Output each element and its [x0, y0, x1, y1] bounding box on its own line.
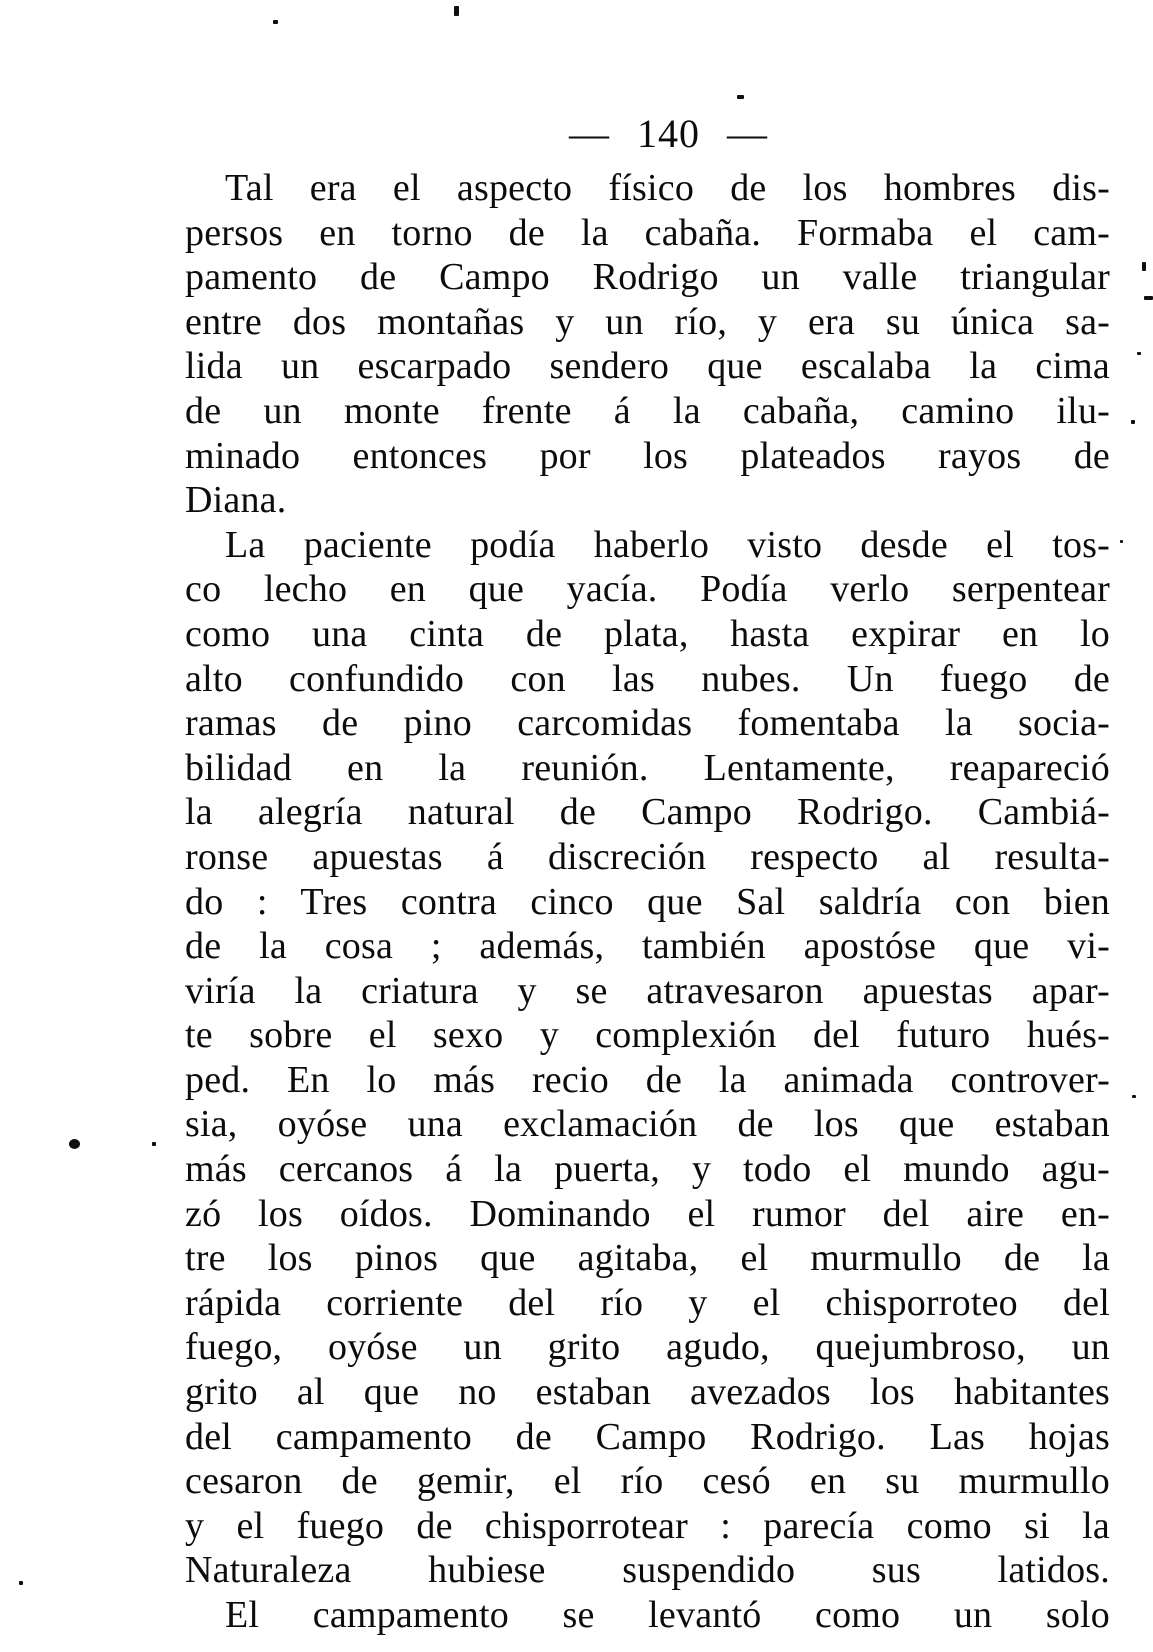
text-line: de la cosa ; además, también apostóse que vi- — [185, 925, 1110, 968]
text-line: bilidad en la reunión. Lentamente, reapareció — [185, 746, 1110, 789]
text-line: do : Tres contra cinco que Sal saldría con bien — [185, 880, 1110, 923]
text-line: te sobre el sexo y complexión del futuro hués- — [185, 1014, 1110, 1057]
text-line: El campamento se levantó como un solo — [225, 1594, 1110, 1636]
text-line: Naturaleza hubiese suspendido sus latidos. — [185, 1549, 1110, 1592]
text-line: Tal era el aspecto físico de los hombres dis- — [225, 167, 1110, 209]
text-line: de un monte frente á la cabaña, camino ilu- — [185, 389, 1110, 432]
text-line: como una cinta de plata, hasta expirar en lo — [185, 612, 1110, 655]
text-line: ped. En lo más recio de la animada controver- — [185, 1058, 1110, 1101]
text-line: rápida corriente del río y el chisporroteo del — [185, 1281, 1110, 1324]
ink-speck — [1132, 1095, 1136, 1098]
ink-speck — [273, 20, 278, 24]
text-line: minado entonces por los plateados rayos de — [185, 434, 1110, 477]
text-line: tre los pinos que agitaba, el murmullo de la — [185, 1237, 1110, 1280]
text-line: más cercanos á la puerta, y todo el mundo agu- — [185, 1148, 1110, 1191]
text-line: La paciente podía haberlo visto desde el tos- — [225, 523, 1110, 566]
text-line: y el fuego de chisporrotear : parecía como si la — [185, 1504, 1110, 1547]
ink-speck — [152, 1142, 156, 1146]
text-line: la alegría natural de Campo Rodrigo. Cambiá- — [185, 791, 1110, 834]
text-line: pamento de Campo Rodrigo un valle triangular — [185, 256, 1110, 299]
page-number-header: — 140 — — [569, 111, 768, 156]
ink-speck — [1144, 296, 1153, 300]
ink-speck — [737, 95, 744, 99]
body-text — [185, 166, 1110, 1638]
text-line: co lecho en que yacía. Podía verlo serpentear — [185, 568, 1110, 611]
ink-speck — [69, 1139, 80, 1149]
text-line: sia, oyóse una exclamación de los que estaban — [185, 1103, 1110, 1146]
text-line: ronse apuestas á discreción respecto al resulta- — [185, 835, 1110, 878]
text-line: zó los oídos. Dominando el rumor del aire en- — [185, 1192, 1110, 1235]
text-line: persos en torno de la cabaña. Formaba el cam- — [185, 211, 1110, 254]
text-line: ramas de pino carcomidas fomentaba la socia- — [185, 702, 1110, 745]
ink-speck — [1131, 420, 1135, 424]
ink-speck — [19, 1581, 23, 1585]
ink-speck — [1120, 540, 1123, 543]
text-line: Diana. — [185, 479, 287, 522]
ink-speck — [454, 6, 459, 16]
ink-speck — [1142, 262, 1146, 271]
text-line: fuego, oyóse un grito agudo, quejumbroso, un — [185, 1326, 1110, 1369]
text-line: lida un escarpado sendero que escalaba la cima — [185, 345, 1110, 388]
text-line: del campamento de Campo Rodrigo. Las hojas — [185, 1415, 1110, 1458]
text-line: cesaron de gemir, el río cesó en su murmullo — [185, 1460, 1110, 1503]
text-line: entre dos montañas y un río, y era su única sa- — [185, 300, 1110, 343]
text-line: grito al que no estaban avezados los habitantes — [185, 1371, 1110, 1414]
text-line: viría la criatura y se atravesaron apuestas apar- — [185, 969, 1110, 1012]
ink-speck — [1137, 352, 1141, 355]
text-line: alto confundido con las nubes. Un fuego de — [185, 657, 1110, 700]
